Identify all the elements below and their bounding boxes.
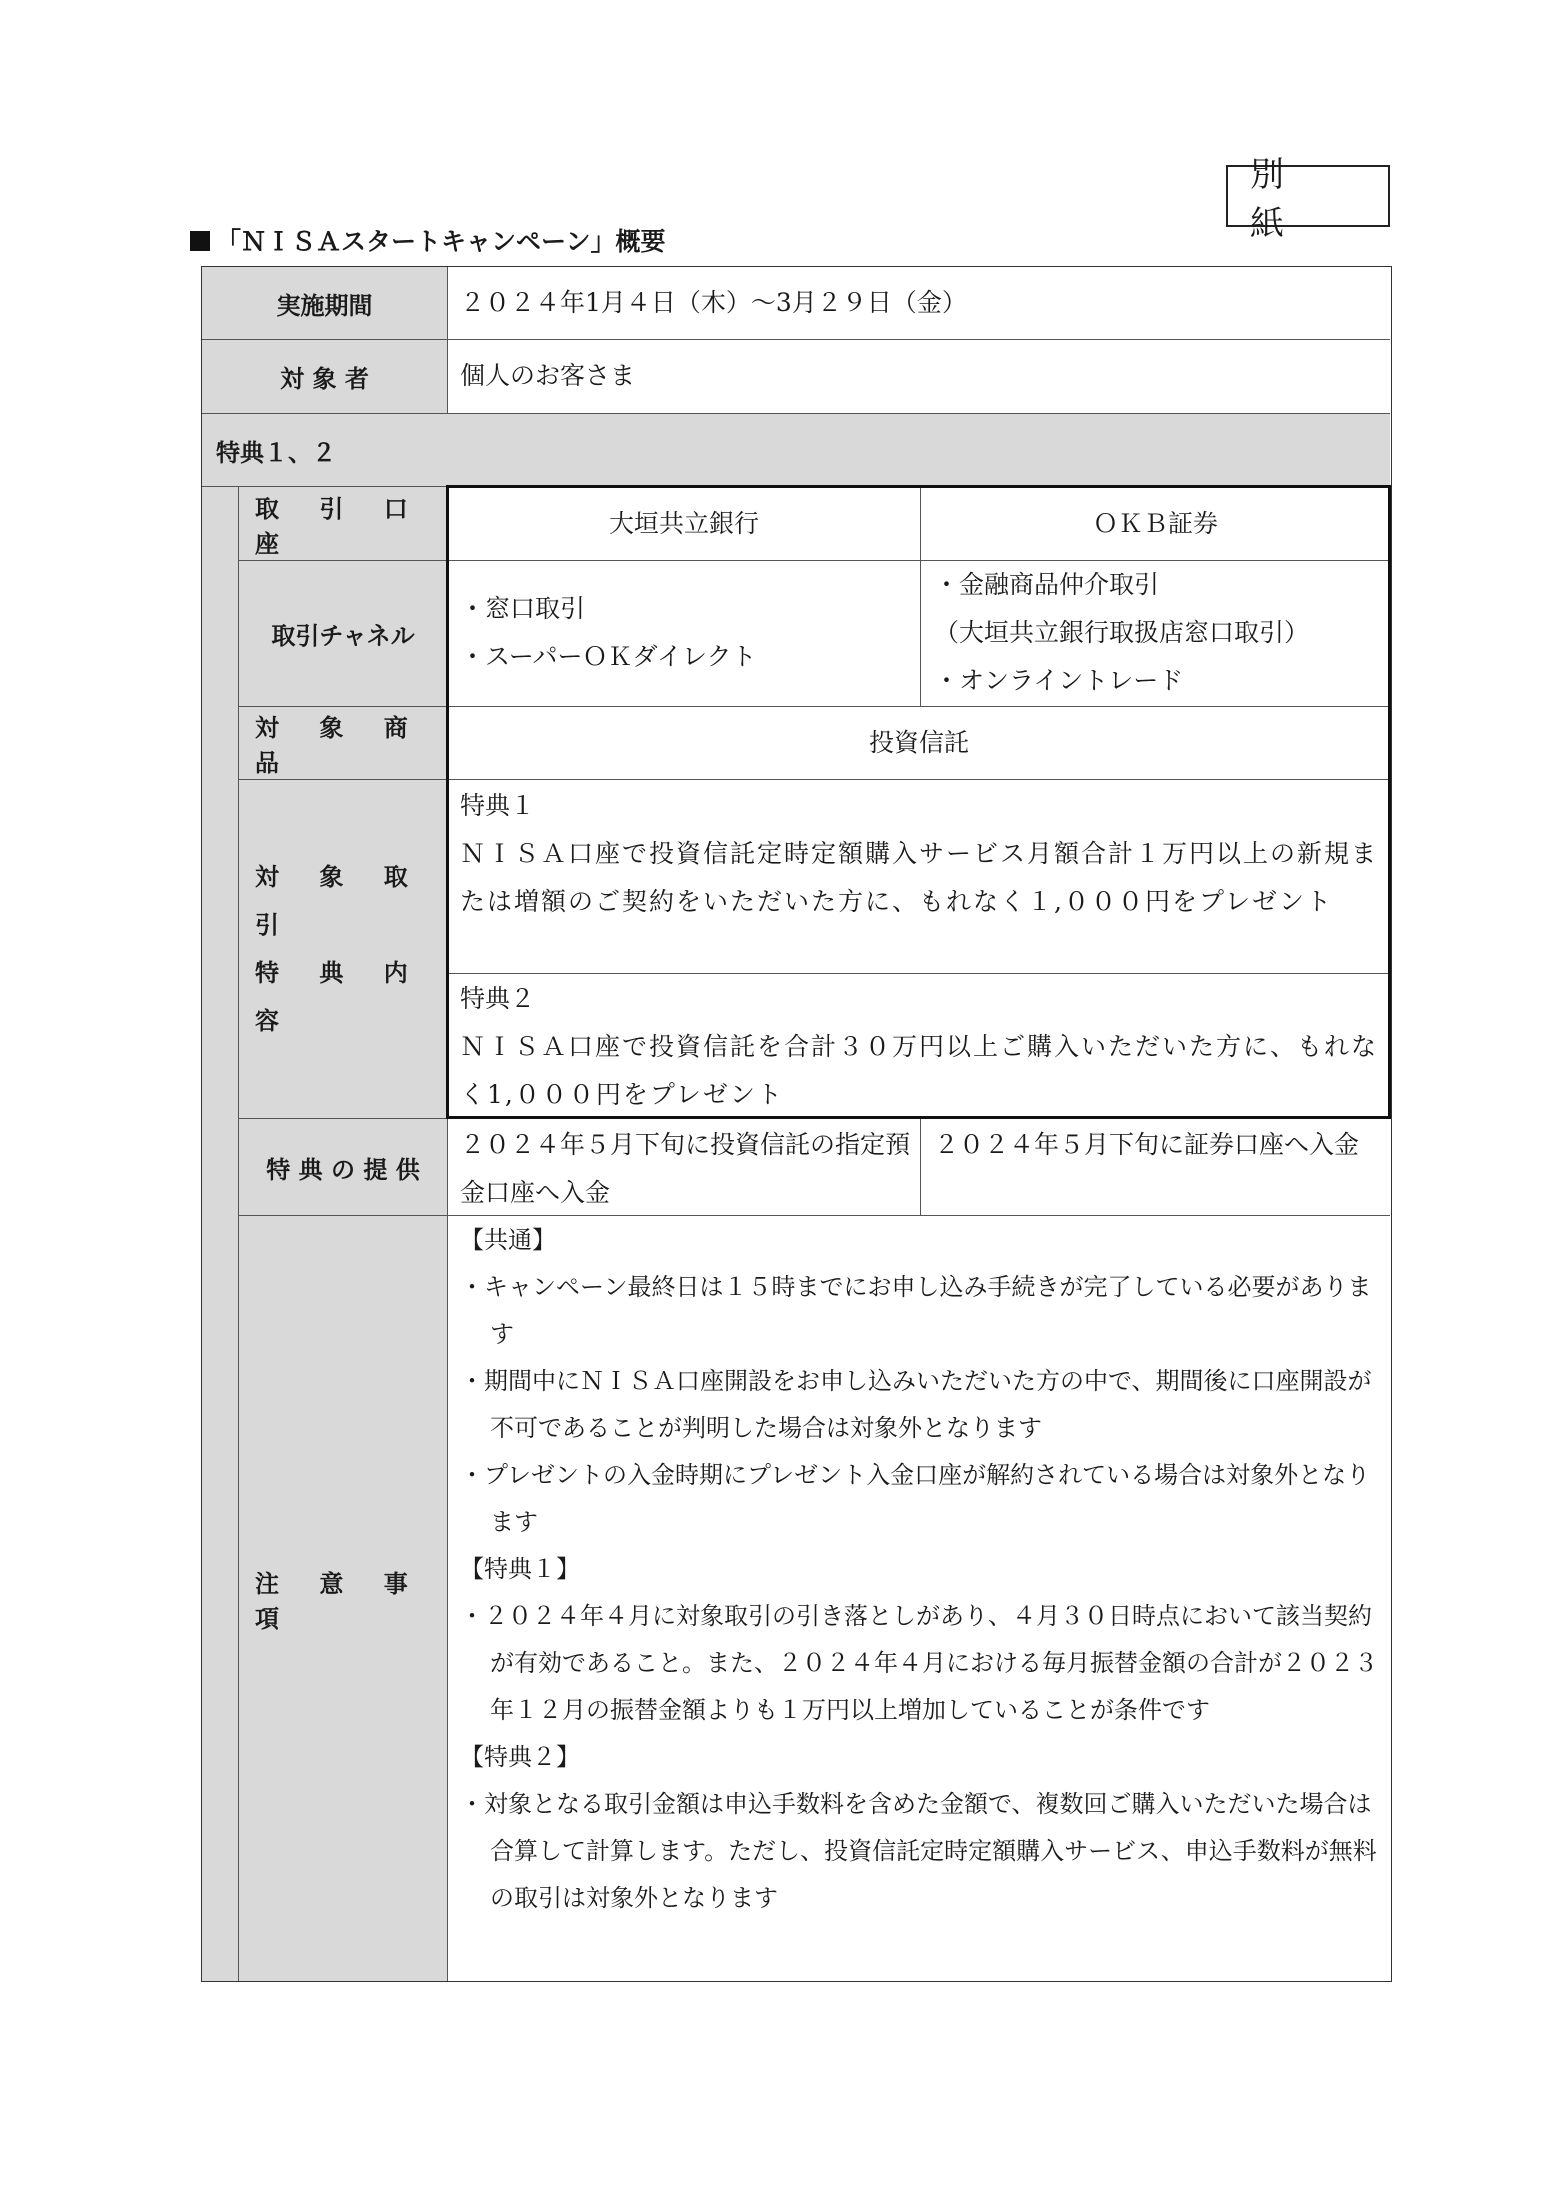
divider	[202, 339, 1390, 340]
benefit2-title: 特典２	[460, 984, 536, 1013]
period-label: 実施期間	[202, 267, 447, 339]
page-heading: 「ＮＩＳＡスタートキャンペーン」概要	[190, 222, 666, 258]
transaction-label: 対 象 取 引 特 典 内 容	[239, 780, 447, 1118]
section-indent-strip	[202, 487, 238, 1981]
divider	[447, 973, 1390, 974]
benefit1-block	[460, 782, 1382, 926]
provision-bank: ２０２４年５月下旬に投資信託の指定預金口座へ入金	[460, 1130, 911, 1207]
notes-content	[460, 1217, 1380, 1922]
channel-bank-line: ・スーパーＯＫダイレクト	[460, 642, 757, 671]
annex-label: 別 紙	[1226, 165, 1390, 227]
provision-securities: ２０２４年５月下旬に証券口座へ入金	[934, 1130, 1360, 1159]
account-bank: 大垣共立銀行	[608, 508, 759, 538]
benefit-section-header: 特典１、２	[202, 414, 1390, 487]
divider	[920, 1118, 921, 1215]
divider	[238, 560, 1390, 561]
notes-benefit1-item: ・２０２４年４月に対象取引の引き落としがあり、４月３０日時点において該当契約が有効であること。また、２０２４年４月における毎月振替金額の合計が２０２３年１２月の振替金額よりも１万円以上増加していることが条件です	[460, 1602, 1378, 1724]
channel-securities-line: ・オンライントレード	[934, 666, 1184, 695]
divider	[447, 267, 448, 413]
notes-common-item: ・キャンペーン最終日は１５時までにお申し込み手続きが完了している必要があります	[460, 1273, 1372, 1348]
period-value: ２０２４年1月４日（木）～3月２９日（金）	[460, 288, 967, 317]
divider	[447, 486, 448, 1981]
target-value: 個人のお客さま	[460, 361, 636, 390]
divider	[202, 413, 1390, 414]
notes-common-heading: 【共通】	[460, 1226, 556, 1254]
account-securities: ＯＫＢ証券	[1092, 508, 1218, 538]
divider	[238, 706, 1390, 707]
product-label: 対 象 商 品	[239, 707, 447, 779]
benefit1-text: ＮＩＳＡ口座で投資信託定時定額購入サービス月額合計１万円以上の新規または増額のご契約をいただいた方に、もれなく１,０００円をプレゼント	[460, 839, 1379, 916]
notes-benefit2-heading: 【特典２】	[460, 1743, 580, 1771]
benefit1-title: 特典１	[460, 791, 536, 820]
divider	[202, 486, 1390, 487]
account-label: 取 引 口 座	[239, 487, 447, 560]
target-label: 対 象 者	[202, 340, 447, 413]
notes-label: 注 意 事 項	[239, 1216, 447, 1981]
provision-label: 特 典 の 提 供	[239, 1119, 447, 1215]
divider	[238, 486, 239, 1981]
product-value: 投資信託	[868, 728, 969, 757]
divider	[238, 779, 1390, 780]
divider	[920, 486, 921, 707]
channel-label: 取引チャネル	[239, 561, 447, 706]
divider	[238, 1215, 1390, 1216]
channel-bank-line: ・窓口取引	[460, 594, 586, 623]
benefit2-text: ＮＩＳＡ口座で投資信託を合計３０万円以上ご購入いただいた方に、もれなく1,０００円をプレゼント	[460, 1032, 1379, 1109]
channel-securities-line: ・金融商品仲介取引	[934, 570, 1160, 599]
benefit2-block	[460, 975, 1382, 1119]
notes-common-item: ・プレゼントの入金時期にプレゼント入金口座が解約されている場合は対象外となります	[460, 1461, 1371, 1536]
channel-securities	[934, 561, 1384, 705]
channel-bank	[460, 585, 910, 681]
notes-common-item: ・期間中にＮＩＳＡ口座開設をお申し込みいただいた方の中で、期間後に口座開設が不可であることが判明した場合は対象外となります	[460, 1367, 1372, 1442]
square-bullet-icon	[190, 231, 210, 251]
channel-securities-line: （大垣共立銀行取扱店窓口取引）	[934, 618, 1310, 647]
campaign-table	[201, 266, 1392, 1982]
divider	[238, 1118, 1390, 1119]
notes-benefit2-item: ・対象となる取引金額は申込手数料を含めた金額で、複数回ご購入いただいた場合は合算して計算します。ただし、投資信託定時定額購入サービス、申込手数料が無料の取引は対象外となります	[460, 1790, 1377, 1912]
notes-benefit1-heading: 【特典１】	[460, 1555, 580, 1583]
